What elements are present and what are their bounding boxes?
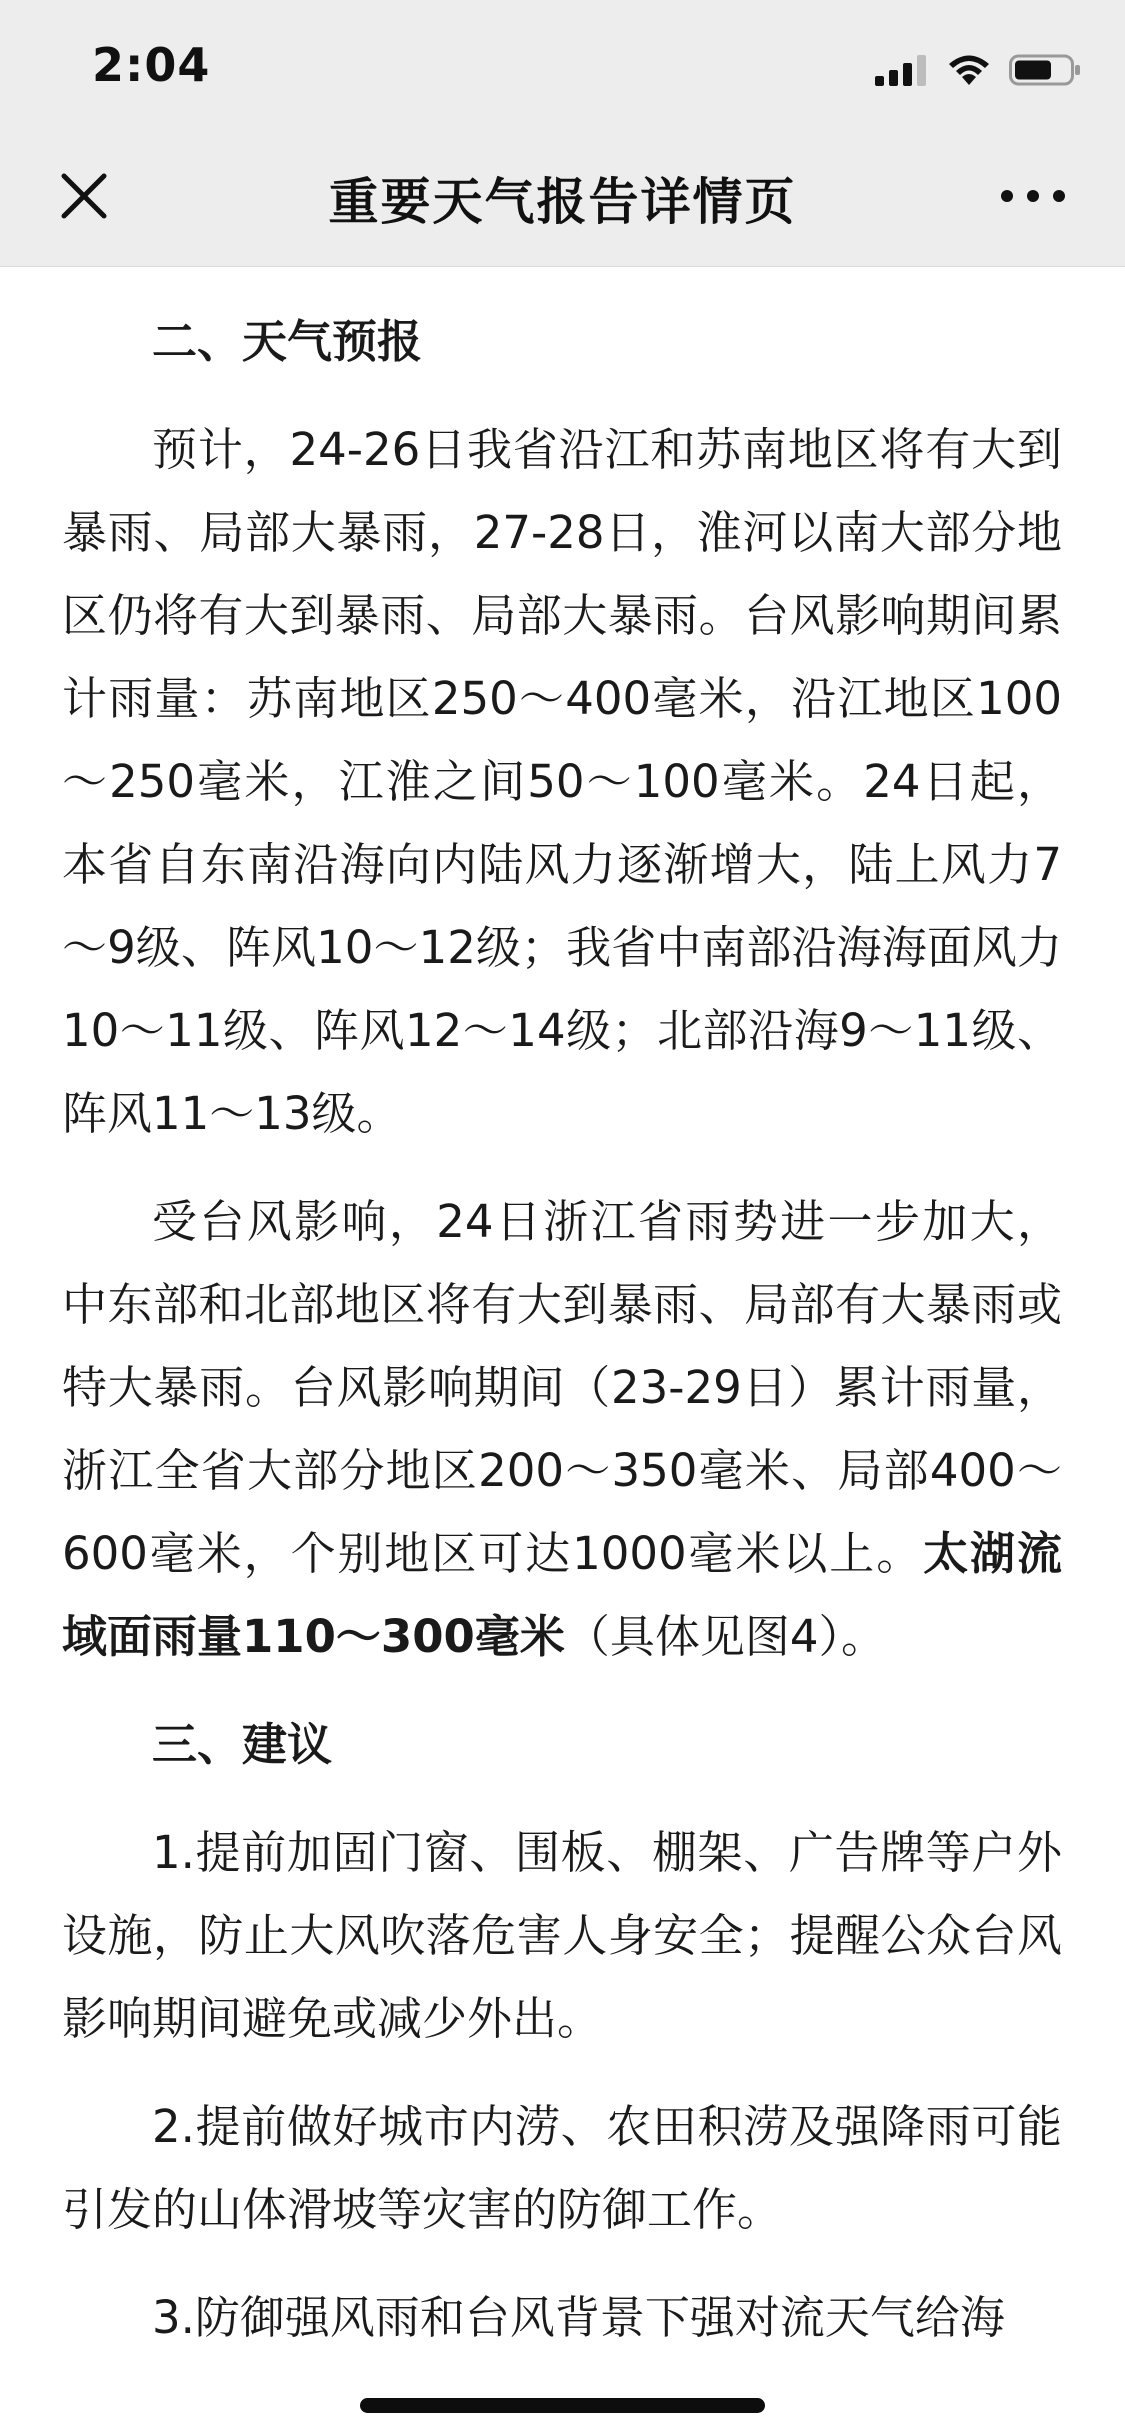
paragraph-advice-3: 3.防御强风雨和台风背景下强对流天气给海: [152, 2291, 1005, 2344]
paragraph-text: 受台风影响，24日浙江省雨势进一步加大，中东部和北部地区将有大到暴雨、局部有大暴雨或特大暴雨。台风影响期间（23-29日）累计雨量，浙江全省大部分地区200～350毫米、局部400～600毫米，个别地区可达1000毫米以上。: [62, 1195, 1062, 1580]
paragraph-forecast-jiangsu: 预计，24-26日我省沿江和苏南地区将有大到暴雨、局部大暴雨，27-28日，淮河以南大部分地区仍将有大到暴雨、局部大暴雨。台风影响期间累计雨量：苏南地区250～400毫米，沿江地区100～250毫米，江淮之间50～100毫米。24日起，本省自东南沿海向内陆风力逐渐增大，陆上风力7～9级、阵风10～12级；我省中南部沿海海面风力10～11级、阵风12～14级；北部沿海9～11级、阵风11～13级。: [62, 423, 1062, 1140]
signal-icon: [875, 54, 929, 86]
paragraph-advice-2: 2.提前做好城市内涝、农田积涝及强降雨可能引发的山体滑坡等灾害的防御工作。: [62, 2100, 1062, 2236]
status-icons: [875, 50, 1081, 90]
battery-icon: [1009, 53, 1081, 87]
article-body: [62, 300, 1062, 2384]
paragraph-advice-1: 1.提前加固门窗、围板、棚架、广告牌等户外设施，防止大风吹落危害人身安全；提醒公众台风影响期间避免或减少外出。: [62, 1826, 1062, 2045]
paragraph-forecast-zhejiang: [62, 1180, 1062, 1678]
status-time: 2:04: [92, 38, 211, 92]
home-indicator[interactable]: [360, 2398, 765, 2413]
paragraph-text: （具体见图4）。: [564, 1610, 887, 1663]
more-icon: [997, 178, 1069, 214]
section-heading-forecast: 二、天气预报: [152, 315, 423, 368]
section-heading-advice: 三、建议: [152, 1718, 333, 1771]
page-title: 重要天气报告详情页: [328, 173, 797, 231]
bold-highlight-taihu: 太湖流域面雨量110～300毫米: [62, 1527, 1062, 1663]
more-button[interactable]: [997, 178, 1069, 214]
wifi-icon: [947, 53, 991, 87]
top-bar: [0, 0, 1125, 267]
